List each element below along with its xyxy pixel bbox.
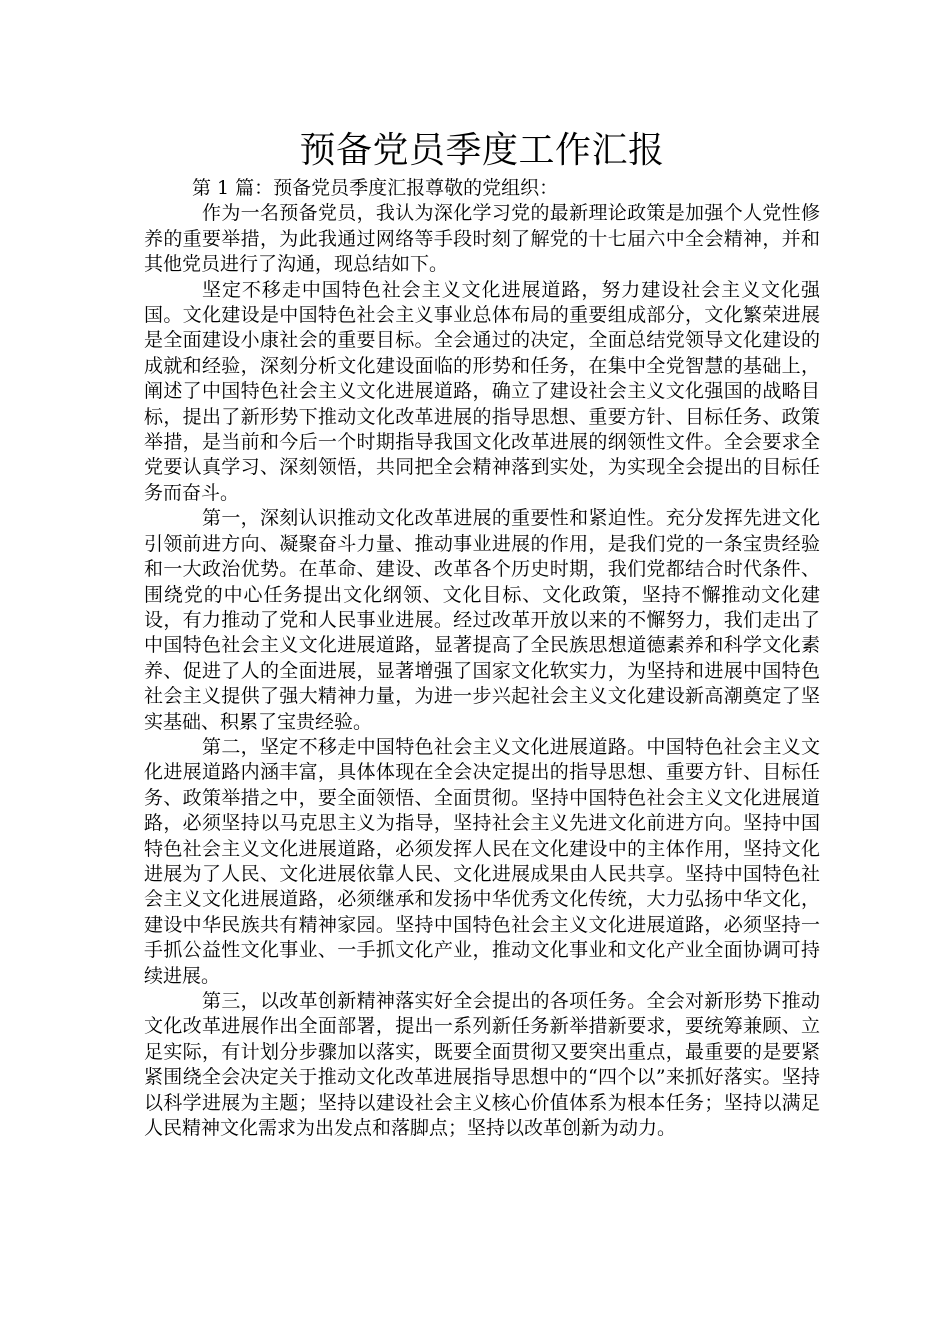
paragraph-point-two: 第二，坚定不移走中国特色社会主义文化进展道路。中国特色社会主义文化进展道路内涵丰富，具体体现在全会决定提出的指导思想、重要方针、目标任务、政策举措之中，要全面领悟、全面贯彻。坚持中国特色社会主义文化进展道路，必须坚持以马克思主义为指导，坚持社会主义先进文化前进方向。坚持中国特色社会主义文化进展道路，必须发挥人民在文化建设中的主体作用，坚持文化进展为了人民、文化进展依靠人民、文化进展成果由人民共享。坚持中国特色社会主义文化进展道路，必须继承和发扬中华优秀文化传统，大力弘扬中华文化，建设中华民族共有精神家园。坚持中国特色社会主义文化进展道路，必须坚持一手抓公益性文化事业、一手抓文化产业，推动文化事业和文化产业全面协调可持续进展。 bbox=[144, 735, 820, 987]
paragraph-point-three: 第三，以改革创新精神落实好全会提出的各项任务。全会对新形势下推动文化改革进展作出全面部署，提出一系列新任务新举措新要求，要统筹兼顾、立足实际，有计划分步骤加以落实，既要全面贯彻又要突出重点，最重要的是要紧紧围绕全会决定关于推动文化改革进展指导思想中的“四个以”来抓好落实。坚持以科学进展为主题；坚持以建设社会主义核心价值体系为根本任务；坚持以满足人民精神文化需求为出发点和落脚点；坚持以改革创新为动力。 bbox=[144, 990, 820, 1140]
paragraph-point-one: 第一，深刻认识推动文化改革进展的重要性和紧迫性。充分发挥先进文化引领前进方向、凝聚奋斗力量、推动事业进展的作用，是我们党的一条宝贵经验和一大政治优势。在革命、建设、改革各个历史时期，我们党都结合时代条件、围绕党的中心任务提出文化纲领、文化目标、文化政策，坚持不懈推动文化建设，有力推动了党和人民事业进展。经过改革开放以来的不懈努力，我们走出了中国特色社会主义文化进展道路，显著提高了全民族思想道德素养和科学文化素养、促进了人的全面进展，显著增强了国家文化软实力，为坚持和进展中国特色社会主义提供了强大精神力量，为进一步兴起社会主义文化建设新高潮奠定了坚实基础、积累了宝贵经验。 bbox=[144, 507, 820, 733]
document-body bbox=[144, 126, 820, 1141]
document-title: 预备党员季度工作汇报 bbox=[299, 130, 665, 171]
paragraph-overview: 坚定不移走中国特色社会主义文化进展道路，努力建设社会主义文化强国。文化建设是中国特色社会主义事业总体布局的重要组成部分，文化繁荣进展是全面建设小康社会的重要目标。全会通过的决定，全面总结党领导文化建设的成就和经验，深刻分析文化建设面临的形势和任务，在集中全党智慧的基础上，阐述了中国特色社会主义文化进展道路，确立了建设社会主义文化强国的战略目标，提出了新形势下推动文化改革进展的指导思想、重要方针、目标任务、政策举措，是当前和今后一个时期指导我国文化改革进展的纲领性文件。全会要求全党要认真学习、深刻领悟，共同把全会精神落到实处，为实现全会提出的目标任务而奋斗。 bbox=[144, 278, 820, 504]
article-subheading: 第 1 篇：预备党员季度汇报尊敬的党组织： bbox=[192, 177, 559, 199]
paragraph-intro: 作为一名预备党员，我认为深化学习党的最新理论政策是加强个人党性修养的重要举措，为此我通过网络等手段时刻了解党的十七届六中全会精神，并和其他党员进行了沟通，现总结如下。 bbox=[144, 202, 820, 276]
